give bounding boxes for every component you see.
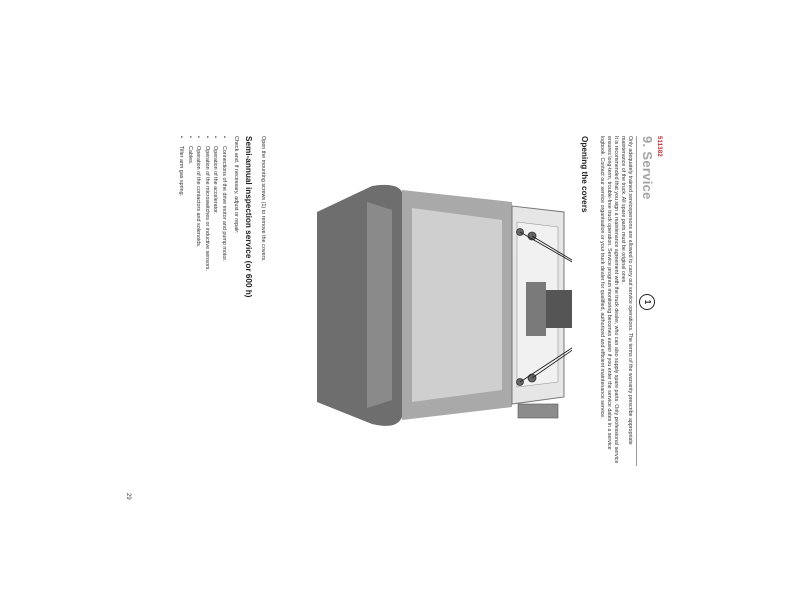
document-code: 511382 (656, 136, 662, 157)
bullet-glyph: • (212, 136, 219, 138)
callout-number: 1 (643, 299, 652, 305)
rotated-content (124, 136, 662, 538)
tiller-mount (526, 282, 546, 336)
list-item-text: Connections of the drive motor and pump motor. (221, 146, 227, 262)
check-instruction: Check and, if necessary, adjust or repair: (233, 136, 239, 234)
tiller-shaft (544, 290, 572, 328)
list-item (219, 136, 228, 271)
list-item-text: Operation of the contactors and solenoids. (195, 146, 202, 248)
bullet-glyph: • (221, 136, 227, 138)
chapter-title: 9. Service (640, 136, 655, 200)
list-item (176, 136, 185, 271)
section-heading-semi-annual: Semi-annual inspection service (or 600 h) (244, 136, 253, 298)
bullet-glyph: • (178, 136, 185, 138)
title-rule (636, 136, 637, 466)
list-item-text: Operation of the accelerator. (212, 146, 219, 215)
page-number: 29 (125, 493, 131, 500)
section-heading-opening-covers: Opening the covers (580, 136, 589, 213)
bullet-glyph: • (195, 136, 202, 138)
list-item (202, 136, 211, 271)
figure-caption: Open the mounting screws (1) to remove the covers. (260, 136, 266, 262)
list-item-text: Tiller arm gas spring. (178, 146, 185, 197)
side-bracket (518, 404, 558, 418)
bullet-glyph: • (186, 136, 193, 138)
list-item-text: Cables. (186, 146, 193, 165)
intro-paragraph: Only adequately trained servicepersons are allowed to carry out service operations. The terms of the warranty prescribe appropriate maintenance of the truck. All spare parts must be original ones. (620, 136, 633, 445)
list-item (194, 136, 203, 271)
intro-text (597, 136, 633, 468)
inspection-list (176, 136, 228, 271)
list-item-text: Operation of the microswitches or inductive sensors. (203, 146, 210, 271)
callout-circle (639, 294, 655, 310)
cover-front-panel (412, 208, 502, 402)
list-item (185, 136, 194, 271)
lower-housing-highlight (367, 202, 392, 408)
list-item (211, 136, 220, 271)
truck-cover-illustration (312, 172, 572, 434)
bullet-glyph: • (203, 136, 210, 138)
intro-paragraph: It is recommended that you sign a maintenance agreement with the truck dealer, who can also supply spare parts. Only professional service ensures long-term, trouble-free truck operation. Service program monitoring becomes easier if you enter the service dates in a service logbook. Contact our service organisation or your truck dealer for qualified, authorized and efficient maintenance service. (598, 136, 619, 464)
